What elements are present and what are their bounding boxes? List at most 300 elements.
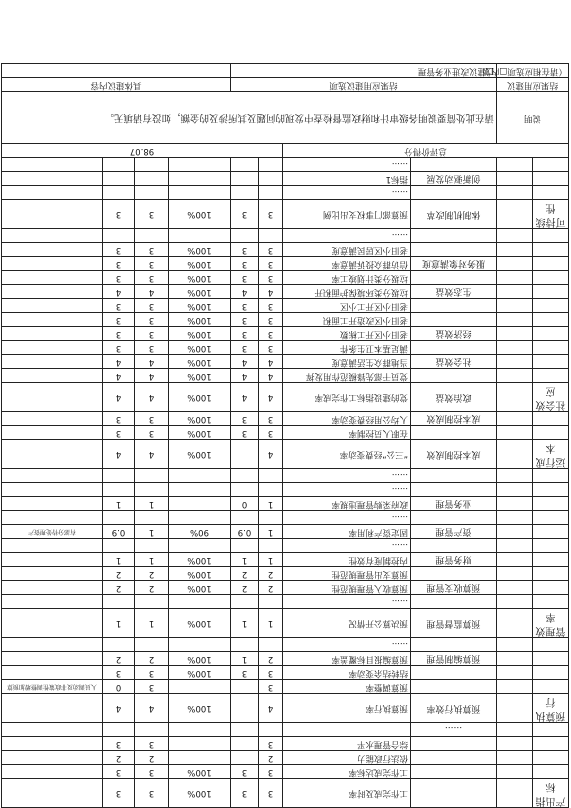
level3-cell [411, 638, 497, 652]
score-cell: 0 [103, 680, 135, 694]
indicator-cell: 当地群众生活满意度 [283, 355, 411, 369]
actual-cell: 3 [231, 412, 259, 426]
score-max-cell: 3 [135, 299, 169, 313]
score-max-cell: 1 [135, 553, 169, 567]
remark-cell [2, 313, 103, 327]
remark-cell [2, 609, 103, 638]
suggest-header-row [2, 78, 569, 92]
actual-cell [231, 483, 259, 497]
weight-cell [259, 638, 283, 652]
score-max-cell [135, 595, 169, 609]
level2-cell [497, 285, 533, 299]
weight-cell: 1 [259, 609, 283, 638]
weight-cell: 3 [259, 765, 283, 779]
weight-cell [259, 483, 283, 497]
remark-cell [2, 229, 103, 243]
table-row [2, 200, 569, 229]
level3-cell: 生态效益 [411, 285, 497, 299]
performance-table [1, 63, 569, 808]
actual-cell: 3 [231, 313, 259, 327]
remark-cell [2, 595, 103, 609]
indicator-cell: 预算执行率 [283, 694, 411, 723]
rate-cell [169, 497, 231, 511]
table-row [2, 638, 569, 652]
score-max-cell: 3 [135, 680, 169, 694]
remark-cell [2, 483, 103, 497]
rate-cell: 100% [169, 694, 231, 723]
table-row [2, 271, 569, 285]
rate-cell: 100% [169, 412, 231, 426]
score-max-cell: 3 [135, 412, 169, 426]
indicator-cell: 预算收入管理规范性 [283, 581, 411, 595]
score-cell: 2 [103, 581, 135, 595]
table-row [2, 483, 569, 497]
weight-cell: 3 [259, 412, 283, 426]
rate-cell [169, 737, 231, 751]
suggest-option-row [2, 64, 569, 78]
remark-cell [2, 638, 103, 652]
level1-cell [533, 765, 569, 779]
weight-cell [259, 229, 283, 243]
table-row [2, 172, 569, 186]
score-max-cell: 4 [135, 440, 169, 469]
remark-cell [2, 440, 103, 469]
level2-cell [497, 638, 533, 652]
level2-cell [497, 158, 533, 172]
level2-cell [497, 609, 533, 638]
indicator-cell [283, 723, 411, 737]
level3-cell [411, 299, 497, 313]
actual-cell: 3 [231, 666, 259, 680]
rate-cell [169, 751, 231, 765]
score-max-cell [135, 638, 169, 652]
indicator-cell: ...... [283, 158, 411, 172]
weight-cell: 3 [259, 680, 283, 694]
rate-cell: 100% [169, 765, 231, 779]
remark-cell [2, 567, 103, 581]
table-row [2, 313, 569, 327]
level2-cell [497, 483, 533, 497]
score-cell [103, 172, 135, 186]
table-row [2, 567, 569, 581]
weight-cell: 3 [259, 327, 283, 341]
score-cell: 2 [103, 652, 135, 666]
indicator-cell: 预算调整率 [283, 680, 411, 694]
note-text: 请在此处简要说明各级审计和财政监督检查中发现的问题及其所涉及的金额，如没有请填无。 [2, 92, 497, 144]
score-cell [103, 638, 135, 652]
weight-cell: 3 [259, 243, 283, 257]
score-max-cell: 3 [135, 257, 169, 271]
table-row [2, 539, 569, 553]
level1-cell [533, 327, 569, 341]
rate-cell: 100% [169, 440, 231, 469]
level2-cell [497, 779, 533, 808]
level2-cell [497, 369, 533, 383]
indicator-cell: ...... [283, 511, 411, 525]
score-max-cell: 1 [135, 609, 169, 638]
actual-cell: 2 [231, 581, 259, 595]
level2-cell [497, 412, 533, 426]
score-max-cell: 3 [135, 341, 169, 355]
score-max-cell: 3 [135, 426, 169, 440]
level2-cell [497, 383, 533, 412]
remark-cell [2, 383, 103, 412]
score-max-cell: 3 [135, 737, 169, 751]
weight-cell: 3 [259, 779, 283, 808]
rate-cell: 100% [169, 313, 231, 327]
table-row [2, 440, 569, 469]
score-max-cell: 3 [135, 779, 169, 808]
score-cell: 3 [103, 200, 135, 229]
table-row [2, 285, 569, 299]
remark-cell: 有部分待处理资产 [2, 525, 103, 539]
suggest-col2: 具体建议内容 [2, 78, 231, 92]
level1-cell: 运行成本 [533, 440, 569, 469]
rate-cell: 90% [169, 525, 231, 539]
score-cell: 1 [103, 553, 135, 567]
table-row [2, 243, 569, 257]
level1-cell [533, 271, 569, 285]
actual-cell: 3 [231, 299, 259, 313]
indicator-cell: 预算支出管理规范性 [283, 567, 411, 581]
remark-cell [2, 539, 103, 553]
score-cell [103, 595, 135, 609]
level1-cell [533, 666, 569, 680]
weight-cell [259, 511, 283, 525]
score-cell: 4 [103, 285, 135, 299]
score-max-cell [135, 158, 169, 172]
score-cell: 4 [103, 694, 135, 723]
weight-cell: 4 [259, 285, 283, 299]
level3-cell: 成本控制成效 [411, 412, 497, 426]
table-row [2, 412, 569, 426]
level1-cell: 可持续性 [533, 200, 569, 229]
remark-cell [2, 341, 103, 355]
level3-cell [411, 341, 497, 355]
level1-cell [533, 553, 569, 567]
table-row [2, 229, 569, 243]
weight-cell [259, 158, 283, 172]
weight-cell [259, 186, 283, 200]
score-max-cell: 2 [135, 652, 169, 666]
level2-cell [497, 172, 533, 186]
level1-cell [533, 751, 569, 765]
table-row [2, 511, 569, 525]
score-cell [103, 469, 135, 483]
indicator-cell: 老旧小区开工小区 [283, 299, 411, 313]
score-cell: 3 [103, 243, 135, 257]
weight-cell [259, 539, 283, 553]
rate-cell: 100% [169, 369, 231, 383]
remark-cell [2, 285, 103, 299]
actual-cell: 0.9 [231, 525, 259, 539]
rate-cell: 100% [169, 341, 231, 355]
score-cell: 2 [103, 567, 135, 581]
table-row [2, 525, 569, 539]
indicator-cell: “三公”经费变动率 [283, 440, 411, 469]
indicator-cell: 老旧小区改造开工面积 [283, 313, 411, 327]
suggest-sub: （请在相应选项□内划 [497, 64, 569, 78]
level3-cell [411, 539, 497, 553]
indicator-cell: 满足基本卫生条件 [283, 341, 411, 355]
remark-cell [2, 737, 103, 751]
rate-cell [169, 539, 231, 553]
score-max-cell: 3 [135, 313, 169, 327]
indicator-cell: 结转结余变动率 [283, 666, 411, 680]
table-row [2, 327, 569, 341]
score-cell: 3 [103, 737, 135, 751]
suggest-label: 结果应用建议 [497, 78, 569, 92]
indicator-cell: 老旧小区居民满意度 [283, 243, 411, 257]
weight-cell: 3 [259, 200, 283, 229]
rate-cell: 100% [169, 426, 231, 440]
table-row [2, 553, 569, 567]
score-cell: 0.9 [103, 525, 135, 539]
actual-cell: 3 [231, 257, 259, 271]
level3-cell [411, 469, 497, 483]
weight-cell [259, 595, 283, 609]
level1-cell [533, 285, 569, 299]
score-cell: 3 [103, 257, 135, 271]
table-row [2, 369, 569, 383]
indicator-cell: 预算部门事权支出比例 [283, 200, 411, 229]
level3-cell: 创新驱动发展 [411, 172, 497, 186]
rate-cell [169, 595, 231, 609]
rate-cell: 100% [169, 243, 231, 257]
level2-cell [497, 313, 533, 327]
remark-cell [2, 652, 103, 666]
weight-cell: 3 [259, 666, 283, 680]
remark-cell [2, 257, 103, 271]
actual-cell [231, 595, 259, 609]
rate-cell: 100% [169, 609, 231, 638]
level3-cell [411, 737, 497, 751]
score-cell: 1 [103, 609, 135, 638]
remark-cell [2, 186, 103, 200]
table-row [2, 723, 569, 737]
indicator-cell: 党员干部先锋模范作用发挥 [283, 369, 411, 383]
score-cell: 3 [103, 666, 135, 680]
level2-cell [497, 694, 533, 723]
level1-cell [533, 723, 569, 737]
level1-cell [533, 158, 569, 172]
remark-cell [2, 299, 103, 313]
table-row [2, 694, 569, 723]
table-row [2, 666, 569, 680]
level2-cell [497, 680, 533, 694]
actual-cell: 4 [231, 383, 259, 412]
rate-cell [169, 723, 231, 737]
weight-cell: 1 [259, 553, 283, 567]
level3-cell: 服务对象满意度 [411, 257, 497, 271]
indicator-cell: 固定资产利用率 [283, 525, 411, 539]
actual-cell: 4 [231, 355, 259, 369]
level3-cell [411, 313, 497, 327]
table-row [2, 765, 569, 779]
score-cell: 4 [103, 355, 135, 369]
rate-cell: 100% [169, 666, 231, 680]
remark-cell: 人员调动及非政策性调整增加预算 [2, 680, 103, 694]
level1-cell [533, 652, 569, 666]
remark-cell [2, 751, 103, 765]
remark-cell [2, 271, 103, 285]
level2-cell [497, 652, 533, 666]
level1-cell [533, 680, 569, 694]
remark-cell [2, 511, 103, 525]
score-cell: 4 [103, 383, 135, 412]
level3-cell [411, 751, 497, 765]
actual-cell: 3 [231, 426, 259, 440]
score-max-cell [135, 172, 169, 186]
actual-cell: 4 [231, 285, 259, 299]
rate-cell: 100% [169, 355, 231, 369]
remark-cell [2, 779, 103, 808]
indicator-cell: 依法行政能力 [283, 751, 411, 765]
score-max-cell [135, 186, 169, 200]
level3-cell [411, 680, 497, 694]
level3-cell [411, 666, 497, 680]
level1-cell [533, 426, 569, 440]
actual-cell: 1 [231, 609, 259, 638]
level3-cell: 预算编制管理 [411, 652, 497, 666]
weight-cell [259, 723, 283, 737]
level3-cell: 预算监督管理 [411, 609, 497, 638]
table-row [2, 497, 569, 511]
indicator-cell: ...... [283, 229, 411, 243]
indicator-cell: 预决算公开情况 [283, 609, 411, 638]
level3-cell: ...... [411, 723, 497, 737]
actual-cell: 3 [231, 341, 259, 355]
weight-cell: 2 [259, 567, 283, 581]
score-max-cell: 3 [135, 327, 169, 341]
level1-cell [533, 469, 569, 483]
score-max-cell: 3 [135, 666, 169, 680]
table-row [2, 186, 569, 200]
indicator-cell: 垃圾分类计划竣工率 [283, 271, 411, 285]
rate-cell: 100% [169, 271, 231, 285]
remark-cell [2, 412, 103, 426]
level2-cell [497, 341, 533, 355]
table-row [2, 737, 569, 751]
level1-cell [533, 638, 569, 652]
table-row [2, 581, 569, 595]
level1-cell [533, 483, 569, 497]
rate-cell: 100% [169, 567, 231, 581]
level2-cell [497, 426, 533, 440]
weight-cell: 2 [259, 751, 283, 765]
score-cell: 3 [103, 271, 135, 285]
actual-cell [231, 158, 259, 172]
rate-cell [169, 158, 231, 172]
score-max-cell: 4 [135, 355, 169, 369]
actual-cell [231, 638, 259, 652]
level1-cell [533, 299, 569, 313]
table-row [2, 652, 569, 666]
level2-cell [497, 469, 533, 483]
score-cell: 3 [103, 327, 135, 341]
actual-cell: 0 [231, 497, 259, 511]
score-max-cell: 2 [135, 751, 169, 765]
remark-cell [2, 426, 103, 440]
level1-cell [533, 737, 569, 751]
remark-cell [2, 172, 103, 186]
level3-cell [411, 369, 497, 383]
rate-cell: 100% [169, 779, 231, 808]
rate-cell: 100% [169, 327, 231, 341]
level1-cell [533, 497, 569, 511]
level2-cell [497, 243, 533, 257]
indicator-cell: 预算编报目标覆盖率 [283, 652, 411, 666]
level2-cell [497, 567, 533, 581]
total-label: 总评价得分 [283, 144, 569, 158]
level1-cell [533, 243, 569, 257]
weight-cell: 3 [259, 737, 283, 751]
table-row [2, 257, 569, 271]
suggest-content-cell[interactable] [2, 64, 231, 78]
score-max-cell [135, 511, 169, 525]
actual-cell: 3 [231, 243, 259, 257]
level2-cell [497, 737, 533, 751]
level2-cell [497, 553, 533, 567]
indicator-cell: 党的建设指标工作完成率 [283, 383, 411, 412]
score-cell [103, 186, 135, 200]
score-cell: 4 [103, 369, 135, 383]
level3-cell: 资产管理 [411, 525, 497, 539]
suggest-option[interactable]: □建议改进业务管理 [231, 64, 497, 78]
score-max-cell: 4 [135, 694, 169, 723]
indicator-cell: 垃圾分类环境保护面积开 [283, 285, 411, 299]
indicator-cell: 在职人员控制率 [283, 426, 411, 440]
score-cell: 2 [103, 751, 135, 765]
score-max-cell: 3 [135, 765, 169, 779]
level3-cell [411, 765, 497, 779]
weight-cell: 1 [259, 525, 283, 539]
rate-cell [169, 172, 231, 186]
rate-cell [169, 229, 231, 243]
table-row [2, 355, 569, 369]
score-max-cell [135, 483, 169, 497]
level1-cell: 预算执行 [533, 694, 569, 723]
rate-cell [169, 483, 231, 497]
score-max-cell: 2 [135, 567, 169, 581]
level2-cell [497, 723, 533, 737]
score-max-cell: 4 [135, 383, 169, 412]
level1-cell [533, 186, 569, 200]
level2-cell [497, 525, 533, 539]
level3-cell [411, 229, 497, 243]
score-cell: 3 [103, 779, 135, 808]
level3-cell [411, 158, 497, 172]
score-max-cell: 3 [135, 271, 169, 285]
level1-cell: 产出指标 [533, 779, 569, 808]
score-cell: 3 [103, 426, 135, 440]
level3-cell [411, 271, 497, 285]
table-row [2, 426, 569, 440]
note-label: 说明 [497, 92, 569, 144]
score-cell [103, 511, 135, 525]
level2-cell [497, 751, 533, 765]
indicator-cell: ...... [283, 595, 411, 609]
weight-cell: 2 [259, 581, 283, 595]
score-max-cell [135, 539, 169, 553]
rate-cell [169, 511, 231, 525]
indicator-cell: 内控制度有效性 [283, 553, 411, 567]
rate-cell: 100% [169, 285, 231, 299]
rate-cell: 100% [169, 383, 231, 412]
weight-cell [259, 172, 283, 186]
table-row [2, 609, 569, 638]
score-max-cell [135, 229, 169, 243]
